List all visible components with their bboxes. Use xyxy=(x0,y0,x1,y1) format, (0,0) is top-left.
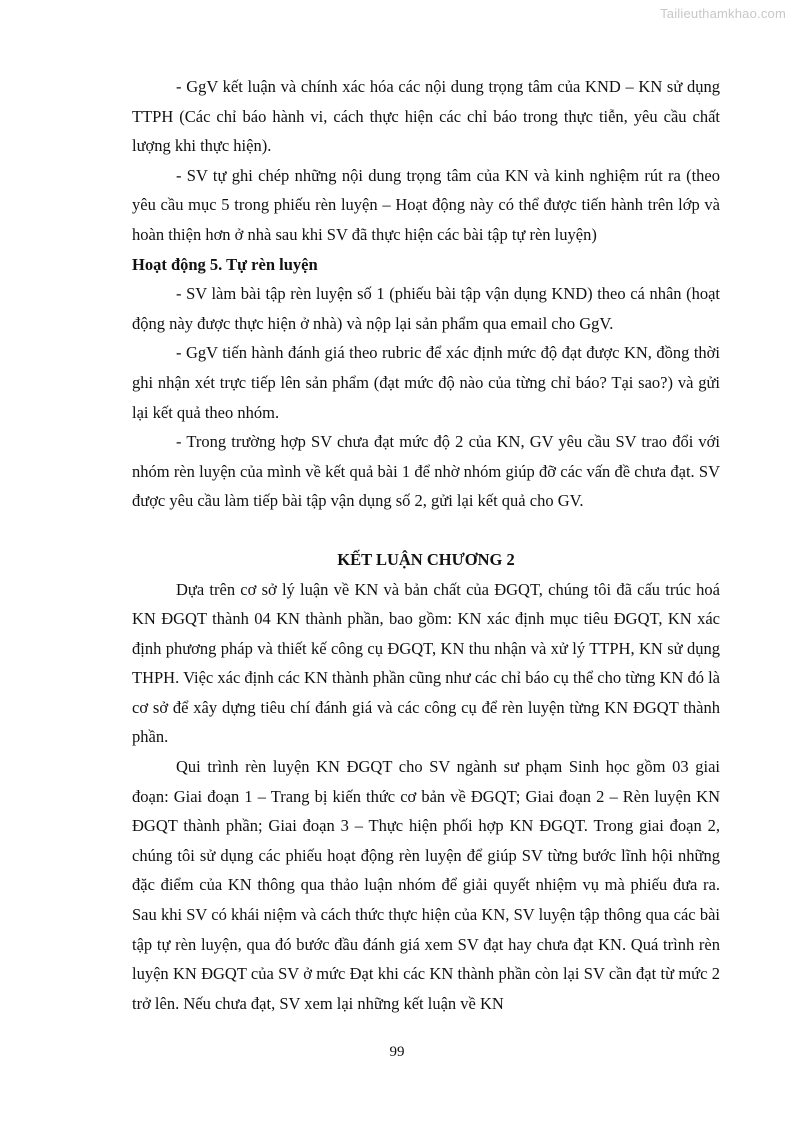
paragraph: Dựa trên cơ sở lý luận về KN và bản chất của ĐGQT, chúng tôi đã cấu trúc hoá KN ĐGQT thành 04 KN thành phần, bao gồm: KN xác định mục tiêu ĐGQT, KN xác định phương pháp và thiết kế công cụ ĐGQT, KN thu nhận và xử lý TTPH, KN sử dụng THPH. Việc xác định các KN thành phần cũng như các chỉ báo cụ thể cho từng KN đó là cơ sở để xây dựng tiêu chí đánh giá và các công cụ để rèn luyện từng KN ĐGQT thành phần. xyxy=(132,579,720,747)
watermark: Tailieuthamkhao.com xyxy=(660,6,786,21)
paragraph: Qui trình rèn luyện KN ĐGQT cho SV ngành sư phạm Sinh học gồm 03 giai đoạn: Giai đoạn 1 – Trang bị kiến thức cơ bản về ĐGQT; Giai đoạn 2 – Rèn luyện KN ĐGQT thành phần; Giai đoạn 3 – Thực hiện phối hợp KN ĐGQT. Trong giai đoạn 2, chúng tôi sử dụng các phiếu hoạt động rèn luyện để giúp SV từng bước lĩnh hội những đặc điểm của KN thông qua thảo luận nhóm để giải quyết nhiệm vụ mà phiếu đưa ra. Sau khi SV có khái niệm và cách thức thực hiện của KN, SV luyện tập thông qua các bài tập tự rèn luyện, qua đó bước đầu đánh giá xem SV đạt hay chưa đạt KN. Quá trình rèn luyện KN ĐGQT của SV ở mức Đạt khi các KN thành phần còn lại SV cần đạt từ mức 2 trở lên. Nếu chưa đạt, SV xem lại những kết luận về KN xyxy=(132,757,720,1013)
paragraph: - SV làm bài tập rèn luyện số 1 (phiếu bài tập vận dụng KND) theo cá nhân (hoạt động này được thực hiện ở nhà) và nộp lại sản phẩm qua email cho GgV. xyxy=(132,284,720,333)
activity-heading: Hoạt động 5. Tự rèn luyện xyxy=(132,254,318,274)
paragraph: - GgV kết luận và chính xác hóa các nội dung trọng tâm của KND – KN sử dụng TTPH (Các chỉ báo hành vi, cách thực hiện các chỉ báo trong thực tiễn, yêu cầu chất lượng khi thực hiện). xyxy=(132,77,720,156)
page-body xyxy=(132,72,720,1018)
paragraph: - SV tự ghi chép những nội dung trọng tâm của KN và kinh nghiệm rút ra (theo yêu cầu mục 5 trong phiếu rèn luyện – Hoạt động này có thể được tiến hành trên lớp và hoàn thiện hơn ở nhà sau khi SV đã thực hiện các bài tập tự rèn luyện) xyxy=(132,165,720,244)
page-number: 99 xyxy=(389,1044,405,1060)
chapter-conclusion-title: KẾT LUẬN CHƯƠNG 2 xyxy=(337,549,515,569)
paragraph: - Trong trường hợp SV chưa đạt mức độ 2 của KN, GV yêu cầu SV trao đổi với nhóm rèn luyện của mình về kết quả bài 1 để nhờ nhóm giúp đỡ các vấn đề chưa đạt. SV được yêu cầu làm tiếp bài tập vận dụng số 2, gửi lại kết quả cho GV. xyxy=(132,432,720,511)
paragraph: - GgV tiến hành đánh giá theo rubric để xác định mức độ đạt được KN, đồng thời ghi nhận xét trực tiếp lên sản phẩm (đạt mức độ nào của từng chỉ báo? Tại sao?) và gửi lại kết quả theo nhóm. xyxy=(132,343,720,422)
